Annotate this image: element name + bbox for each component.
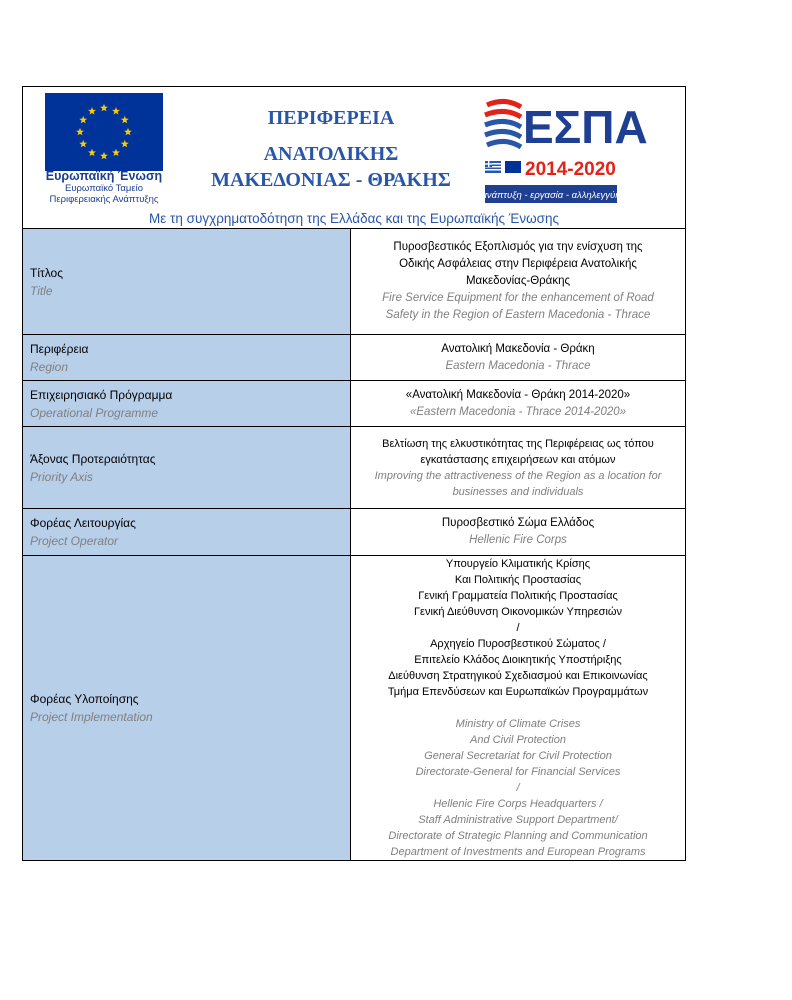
- label-cell: [23, 427, 351, 509]
- value-gr-line: Ανατολική Μακεδονία - Θράκη: [441, 342, 595, 355]
- value-gr-line: Αρχηγείο Πυροσβεστικού Σώματος /: [430, 638, 606, 650]
- value-gr-line: Τμήμα Επενδύσεων και Ευρωπαϊκών Προγραμμάτων: [387, 686, 649, 698]
- label-en: Region: [30, 359, 69, 374]
- value-en-line: Ministry of Climate Crises: [455, 718, 581, 730]
- value-gr-line: /: [516, 622, 520, 634]
- label-en: Project Implementation: [30, 710, 153, 724]
- eu-logo-line1: Ευρωπαϊκή Ένωση: [45, 169, 163, 183]
- espa-swoosh-icon: [485, 101, 521, 147]
- table-row-region: [23, 335, 686, 381]
- value-gr-line: Βελτίωση της ελκυστικότητας της Περιφέρειας ως τόπου: [382, 437, 654, 450]
- table-row-priority-axis: [23, 427, 686, 509]
- cofunding-statement: Με τη συγχρηματοδότηση της Ελλάδας και της Ευρωπαϊκής Ένωσης: [149, 211, 559, 226]
- publicity-sheet: [22, 86, 686, 861]
- value-cell: [351, 229, 686, 335]
- value-en-line: businesses and individuals: [452, 485, 584, 498]
- value-en-line: Directorate of Strategic Planning and Communication: [388, 830, 648, 842]
- label-cell: [23, 229, 351, 335]
- value-gr-line: Πυροσβεστικός Εξοπλισμός για την ενίσχυση της: [393, 241, 643, 253]
- header: [22, 86, 686, 228]
- value-en-line: Hellenic Fire Corps Headquarters /: [433, 798, 603, 810]
- value-gr-line: «Ανατολική Μακεδονία - Θράκη 2014-2020»: [405, 388, 631, 401]
- eu-logo-line3: Περιφερειακής Ανάπτυξης: [49, 194, 159, 205]
- label-gr: Φορέας Λειτουργίας: [30, 516, 136, 530]
- table-row-project-operator: [23, 509, 686, 556]
- value-cell: [351, 509, 686, 556]
- label-gr: Περιφέρεια: [30, 341, 89, 356]
- value-en-line: Eastern Macedonia - Thrace: [445, 359, 591, 372]
- spacer: [357, 700, 679, 716]
- region-title: [193, 105, 469, 193]
- value-gr-line: εγκατάστασης επιχειρήσεων και ατόμων: [420, 453, 616, 466]
- label-cell: [23, 556, 351, 861]
- region-title-line2: ΑΝΑΤΟΛΙΚΗΣ: [263, 143, 399, 165]
- greek-flag-icon: [485, 161, 501, 173]
- value-en-line: Staff Administrative Support Department/: [418, 814, 618, 826]
- eu-mini-flag-icon: [505, 161, 521, 173]
- label-en: Project Operator: [30, 534, 119, 548]
- value-gr-line: Γενική Γραμματεία Πολιτικής Προστασίας: [418, 590, 618, 602]
- value-cell: [351, 556, 686, 861]
- value-gr-line: Γενική Διεύθυνση Οικονομικών Υπηρεσιών: [413, 606, 622, 618]
- label-cell: [23, 381, 351, 427]
- value-en-line: /: [516, 782, 520, 794]
- espa-word: ΕΣΠΑ: [523, 101, 648, 153]
- value-en-line: Hellenic Fire Corps: [469, 534, 567, 546]
- label-cell: [23, 509, 351, 556]
- value-en-line: General Secretariat for Civil Protection: [424, 750, 612, 762]
- value-gr-line: Οδικής Ασφάλειας στην Περιφέρεια Ανατολικής: [399, 258, 637, 270]
- espa-slogan: ανάπτυξη - εργασία - αλληλεγγύη: [481, 190, 621, 201]
- espa-logo: [481, 93, 648, 205]
- value-en-line: And Civil Protection: [470, 734, 566, 746]
- value-cell: [351, 381, 686, 427]
- table-row-project-implementation: [23, 556, 686, 861]
- label-gr: Επιχειρησιακό Πρόγραμμα: [30, 387, 173, 402]
- label-en: Title: [30, 283, 53, 298]
- eu-flag-logo: [45, 93, 163, 171]
- eu-logo-text: [29, 169, 179, 205]
- value-gr-line: Και Πολιτικής Προστασίας: [454, 574, 582, 586]
- value-cell: [351, 427, 686, 509]
- label-gr: Τίτλος: [30, 265, 64, 280]
- value-en-line: Safety in the Region of Eastern Macedonia - Thrace: [385, 309, 651, 321]
- label-en: Operational Programme: [30, 405, 159, 420]
- value-gr-line: Υπουργείο Κλιματικής Κρίσης: [445, 558, 591, 570]
- value-gr-line: Πυροσβεστικό Σώμα Ελλάδος: [441, 517, 595, 529]
- label-cell: [23, 335, 351, 381]
- table-row-title: [23, 229, 686, 335]
- label-gr: Φορέας Υλοποίησης: [30, 692, 139, 706]
- eu-logo-line2: Ευρωπαϊκό Ταμείο: [65, 183, 143, 194]
- label-gr: Άξονας Προτεραιότητας: [30, 451, 156, 466]
- value-en-line: Directorate-General for Financial Services: [415, 766, 621, 778]
- value-cell: [351, 335, 686, 381]
- value-gr-line: Μακεδονίας-Θράκης: [465, 275, 571, 287]
- value-en-line: Fire Service Equipment for the enhancement of Road: [382, 292, 654, 304]
- value-gr-line: Επιτελείο Κλάδος Διοικητικής Υποστήριξης: [414, 654, 622, 666]
- espa-years: 2014-2020: [525, 159, 616, 180]
- value-en-line: Department of Investments and European Programs: [390, 846, 646, 858]
- region-title-line1: ΠΕΡΙΦΕΡΕΙΑ: [267, 107, 395, 129]
- value-en-line: Improving the attractiveness of the Region as a location for: [374, 469, 662, 482]
- region-title-line3: ΜΑΚΕΔΟΝΙΑΣ - ΘΡΑΚΗΣ: [211, 169, 451, 191]
- project-info-table: [22, 228, 686, 861]
- value-en-line: «Eastern Macedonia - Thrace 2014-2020»: [409, 405, 627, 418]
- table-row-operational-programme: [23, 381, 686, 427]
- value-gr-line: Διεύθυνση Στρατηγικού Σχεδιασμού και Επικοινωνίας: [388, 670, 648, 682]
- label-en: Priority Axis: [30, 469, 93, 484]
